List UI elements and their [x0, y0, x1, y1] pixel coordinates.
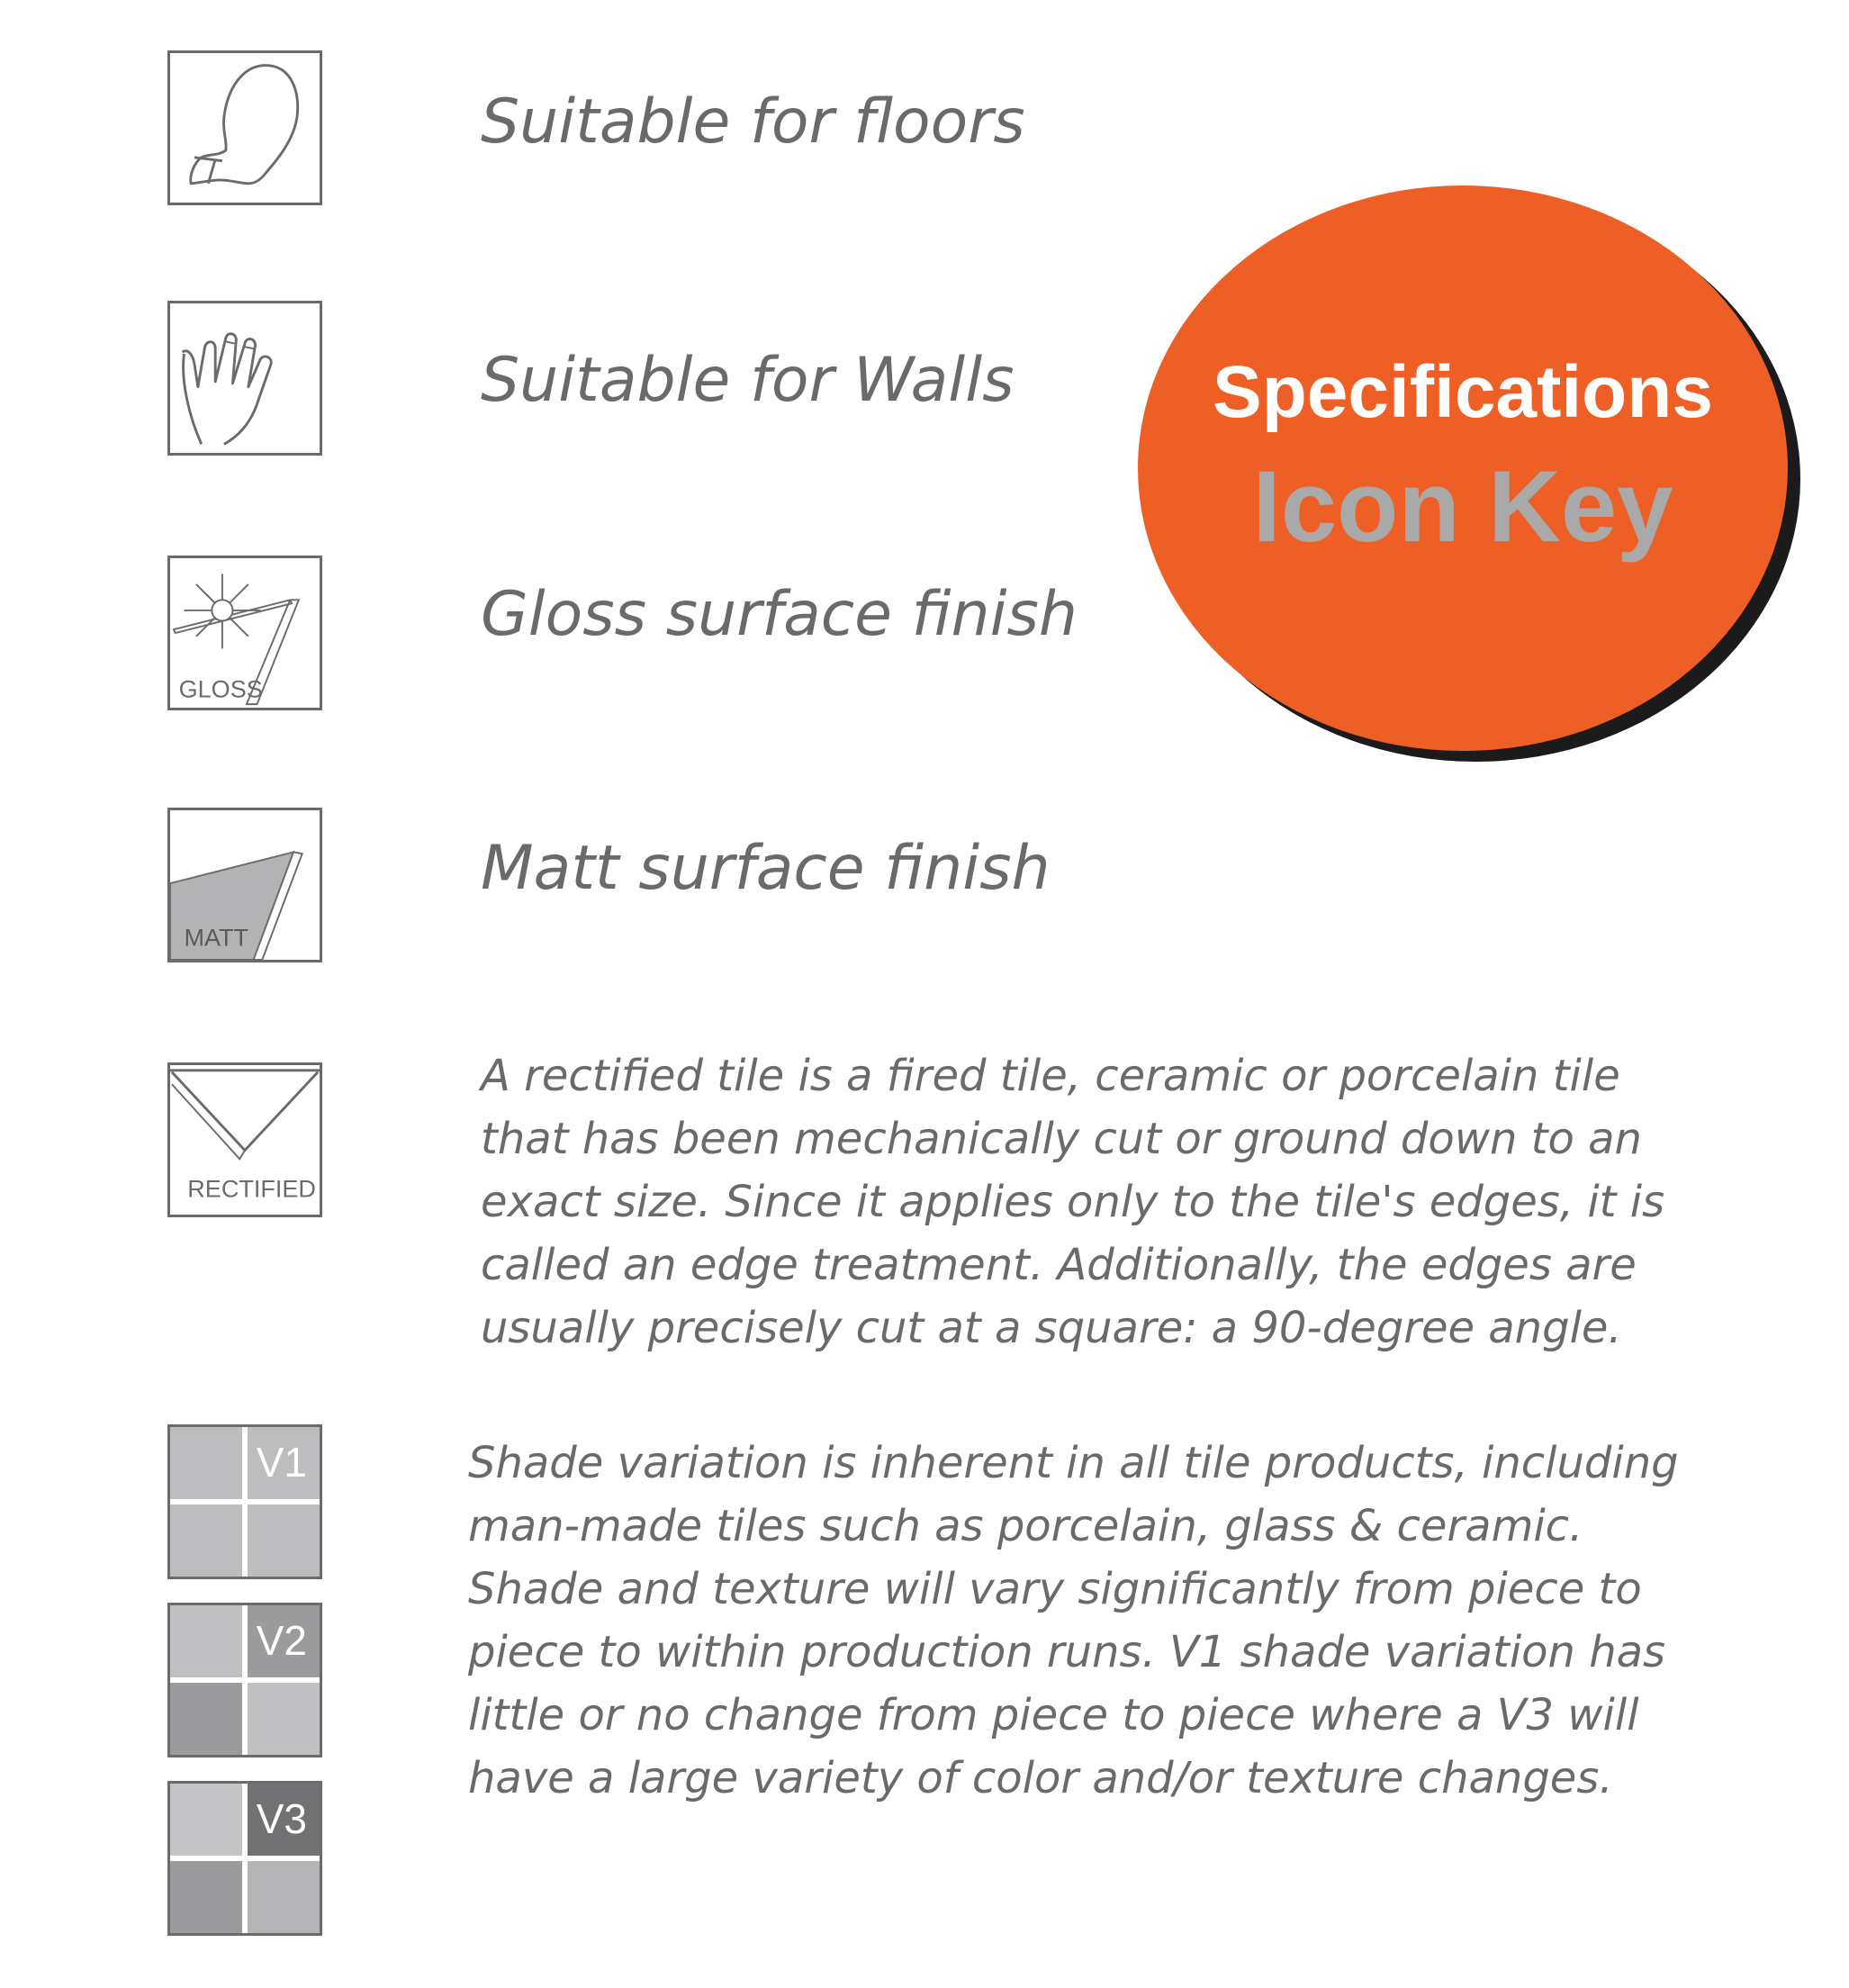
shade-v2-label: V2 — [256, 1617, 307, 1664]
gloss-label: Gloss surface finish — [481, 579, 1078, 650]
shade-line: piece to within production runs. V1 shade variation has — [468, 1627, 1666, 1677]
gloss-tile-icon — [167, 556, 322, 710]
shade-v1-icon — [167, 1424, 322, 1579]
badge-subtitle: Icon Key — [1252, 450, 1673, 563]
shade-line: Shade variation is inherent in all tile products, including — [468, 1438, 1679, 1488]
shade-line: little or no change from piece to piece where a V3 will — [468, 1690, 1639, 1740]
matt-tile-icon — [167, 808, 322, 962]
shoe-print-icon — [167, 50, 322, 205]
rectified-line: usually precisely cut at a square: a 90-degree angle. — [481, 1303, 1622, 1353]
shade-v3-icon — [167, 1781, 322, 1936]
shade-v3-label: V3 — [256, 1795, 307, 1842]
specifications-badge — [1138, 185, 1788, 751]
hand-icon — [167, 301, 322, 456]
rectified-line: exact size. Since it applies only to the tile's edges, it is — [481, 1177, 1665, 1227]
rectified-line: A rectified tile is a fired tile, ceramic or porcelain tile — [481, 1051, 1620, 1101]
floors-label: Suitable for floors — [481, 86, 1025, 158]
rectified-description — [481, 1044, 1664, 1360]
shade-v2-icon — [167, 1603, 322, 1758]
walls-label: Suitable for Walls — [481, 345, 1015, 416]
rectified-edge-icon — [167, 1062, 322, 1217]
shade-line: Shade and texture will vary significantly from piece to — [468, 1564, 1642, 1614]
shade-v1-label: V1 — [256, 1439, 307, 1486]
shade-line: man-made tiles such as porcelain, glass & ceramic. — [468, 1501, 1583, 1551]
rectified-line: called an edge treatment. Additionally, the edges are — [481, 1240, 1637, 1290]
rectified-line: that has been mechanically cut or ground down to an — [481, 1114, 1642, 1164]
rectified-icon-text: RECTIFIED — [187, 1175, 316, 1203]
matt-label: Matt surface finish — [481, 833, 1051, 904]
gloss-icon-text: GLOSS — [178, 675, 263, 703]
shade-variation-description — [468, 1432, 1679, 1810]
matt-icon-text: MATT — [184, 924, 248, 952]
badge-title: Specifications — [1213, 351, 1713, 433]
shade-line: have a large variety of color and/or texture changes. — [468, 1753, 1613, 1803]
